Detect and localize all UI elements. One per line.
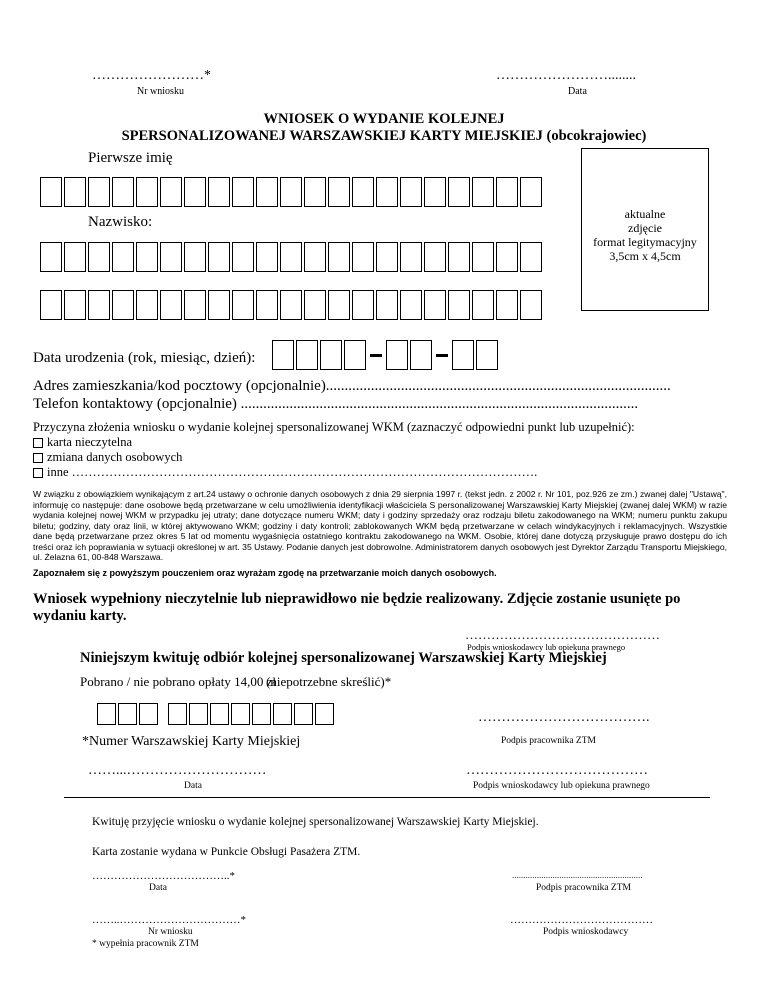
applicant-signature-line[interactable]: ……………………………………… — [465, 627, 660, 642]
date-char-box[interactable] — [386, 340, 408, 370]
char-box[interactable] — [304, 290, 326, 320]
consent-statement: Zapoznałem się z powyższym pouczeniem oraz wyrażam zgodę na przetwarzanie moich danych osobowych. — [33, 568, 497, 578]
char-box[interactable] — [64, 242, 86, 272]
char-box[interactable] — [424, 242, 446, 272]
card-char-box[interactable] — [231, 703, 250, 725]
checkbox-icon[interactable] — [33, 468, 43, 478]
char-box[interactable] — [376, 290, 398, 320]
char-box[interactable] — [448, 242, 470, 272]
char-box[interactable] — [400, 177, 422, 207]
card-char-box[interactable] — [210, 703, 229, 725]
title-line-1: WNIOSEK O WYDANIE KOLEJNEJ — [263, 111, 505, 127]
char-box[interactable] — [280, 177, 302, 207]
acceptance-date-line[interactable]: ………………………………..* — [92, 870, 235, 882]
acceptance-applicant-signature-label: Podpis wnioskodawcy — [543, 927, 629, 937]
ztm-signature-label: Podpis pracownika ZTM — [501, 736, 596, 746]
issue-text: Karta zostanie wydana w Punkcie Obsługi Pasażera ZTM. — [92, 846, 361, 858]
card-char-box[interactable] — [97, 703, 116, 725]
char-box[interactable] — [112, 177, 134, 207]
char-box[interactable] — [472, 177, 494, 207]
char-box[interactable] — [160, 177, 182, 207]
char-box[interactable] — [520, 177, 542, 207]
char-box[interactable] — [304, 242, 326, 272]
char-box[interactable] — [328, 290, 350, 320]
char-box[interactable] — [424, 290, 446, 320]
checkbox-icon[interactable] — [33, 438, 43, 448]
photo-text-1: aktualne — [624, 206, 666, 221]
char-box[interactable] — [208, 242, 230, 272]
char-box[interactable] — [376, 242, 398, 272]
card-char-box[interactable] — [139, 703, 158, 725]
char-box[interactable] — [400, 290, 422, 320]
char-box[interactable] — [160, 290, 182, 320]
char-box[interactable] — [304, 177, 326, 207]
first-name-label: Pierwsze imię — [88, 150, 173, 166]
address-field[interactable]: Adres zamieszkania/kod pocztowy (opcjonalnie)............................................................................................ — [33, 378, 671, 394]
card-char-box[interactable] — [168, 703, 187, 725]
char-box[interactable] — [64, 290, 86, 320]
char-box[interactable] — [256, 242, 278, 272]
photo-box — [581, 148, 709, 311]
title-line-2: SPERSONALIZOWANEJ WARSZAWSKIEJ KARTY MIEJSKIEJ (obcokrajowiec) — [121, 128, 647, 144]
char-box[interactable] — [328, 242, 350, 272]
receipt-date-line[interactable]: ……...………………………… — [88, 763, 267, 778]
photo-text-3: format legitymacyjny — [593, 234, 697, 249]
fee-note: (niepotrzebne skreślić)* — [266, 674, 392, 689]
application-number-label: Nr wniosku — [137, 86, 184, 97]
dash-separator — [370, 354, 382, 357]
char-box[interactable] — [160, 242, 182, 272]
card-group-gap — [160, 703, 166, 725]
char-box[interactable] — [112, 290, 134, 320]
char-box[interactable] — [472, 242, 494, 272]
applicant-signature-label: Podpis wnioskodawcy lub opiekuna prawnego — [467, 642, 626, 652]
card-char-box[interactable] — [315, 703, 334, 725]
char-box[interactable] — [184, 177, 206, 207]
form-title — [0, 111, 768, 145]
receipt-applicant-signature-line[interactable]: ………………………………… — [466, 763, 648, 778]
char-box[interactable] — [40, 290, 62, 320]
card-char-box[interactable] — [252, 703, 271, 725]
char-box[interactable] — [40, 242, 62, 272]
char-box[interactable] — [496, 177, 518, 207]
card-char-box[interactable] — [118, 703, 137, 725]
date-char-box[interactable] — [296, 340, 318, 370]
char-box[interactable] — [448, 290, 470, 320]
reason-option-data-change[interactable]: zmiana danych osobowych — [33, 450, 635, 465]
date-char-box[interactable] — [452, 340, 474, 370]
card-number-boxes[interactable] — [97, 703, 334, 725]
acceptance-applicant-signature-line[interactable]: ………………………………… — [510, 914, 653, 926]
receipt-applicant-signature-label: Podpis wnioskodawcy lub opiekuna prawnego — [473, 781, 650, 791]
date-char-box[interactable] — [320, 340, 342, 370]
char-box[interactable] — [376, 177, 398, 207]
char-box[interactable] — [280, 242, 302, 272]
char-box[interactable] — [256, 290, 278, 320]
char-box[interactable] — [64, 177, 86, 207]
char-box[interactable] — [208, 177, 230, 207]
fee-text: Pobrano / nie pobrano opłaty 14,00 zł — [80, 674, 277, 689]
char-box[interactable] — [400, 242, 422, 272]
footnote: * wypełnia pracownik ZTM — [92, 939, 199, 949]
char-box[interactable] — [232, 177, 254, 207]
photo-text-4: 3,5cm x 4,5cm — [609, 248, 681, 263]
acceptance-number-label: Nr wniosku — [148, 927, 193, 937]
card-char-box[interactable] — [189, 703, 208, 725]
reason-option-illegible[interactable]: karta nieczytelna — [33, 435, 635, 450]
first-name-boxes[interactable] — [40, 177, 542, 207]
char-box[interactable] — [520, 242, 542, 272]
char-box[interactable] — [136, 177, 158, 207]
char-box[interactable] — [88, 242, 110, 272]
date-char-box[interactable] — [410, 340, 432, 370]
acceptance-text: Kwituję przyjęcie wniosku o wydanie kolejnej spersonalizowanej Warszawskiej Karty Miejskiej. — [92, 816, 539, 828]
card-char-box[interactable] — [294, 703, 313, 725]
date-char-box[interactable] — [476, 340, 498, 370]
char-box[interactable] — [352, 177, 374, 207]
char-box[interactable] — [472, 290, 494, 320]
char-box[interactable] — [232, 290, 254, 320]
char-box[interactable] — [40, 177, 62, 207]
date-line[interactable]: ……………………........ — [496, 68, 636, 83]
surname-boxes-row-1[interactable] — [40, 242, 542, 272]
privacy-notice: W związku z obowiązkiem wynikającym z art.24 ustawy o ochronie danych osobowych z dnia 29 sierpnia 1997 r. (tekst jedn. z 2002 r. Nr 101, poz.926 ze zm.) zwanej dalej "Ustawą", informuję co następuje: dane osobowe będą przetwarzane w celu umożliwienia identyfikacji właściciela S personalizowanej Warszawskiej Karty Miejskiej (zwanej dalej WKM) w razie wydania kolejnej nowej WKM w przypadku jej utraty; dane dotyczące numeru WKM; daty i godziny sprzedaży oraz rodzaju biletu zakodowanego na WKM; numeru punktu zakupu biletu; godziny, daty oraz linii, w której aktywowano WKM; godziny i daty kontroli; zablokowanych WKM będą przetwarzane w celach windykacyjnych i reklamacyjnych. Wszystkie dane będą przetwarzane przez okres 5 lat od momentu wygaśnięcia ostatniego kontraktu zakodowanego na WKM. Osobie, której dane dotyczą przysługuje prawo dostępu do ich treści oraz ich poprawiania w sytuacji określonej w art. 35 Ustawy. Podanie danych jest dobrowolne. Administratorem danych osobowych jest Dyrektor Zarządu Transportu Miejskiego, ul. Żelazna 61, 00-848 Warszawa. — [33, 489, 727, 562]
char-box[interactable] — [496, 290, 518, 320]
char-box[interactable] — [520, 290, 542, 320]
card-char-box[interactable] — [273, 703, 292, 725]
warning-text: Wniosek wypełniony nieczytelnie lub nieprawidłowo nie będzie realizowany. Zdjęcie zostanie usunięte po wydaniu karty. — [33, 591, 681, 624]
surname-label: Nazwisko: — [88, 214, 153, 230]
photo-text-2: zdjęcie — [628, 220, 662, 235]
char-box[interactable] — [136, 242, 158, 272]
acceptance-ztm-signature-line[interactable]: .......................................................... — [512, 870, 643, 880]
acceptance-date-label: Data — [149, 883, 167, 893]
receipt-title: Niniejszym kwituję odbiór kolejnej spersonalizowanej Warszawskiej Karty Miejskiej — [80, 650, 607, 666]
char-box[interactable] — [328, 177, 350, 207]
surname-boxes-row-2[interactable] — [40, 290, 542, 320]
char-box[interactable] — [256, 177, 278, 207]
char-box[interactable] — [352, 242, 374, 272]
char-box[interactable] — [88, 177, 110, 207]
char-box[interactable] — [352, 290, 374, 320]
reason-option-other[interactable]: inne …………………………………………………………………………………………………. — [33, 465, 635, 480]
char-box[interactable] — [208, 290, 230, 320]
char-box[interactable] — [448, 177, 470, 207]
phone-field[interactable]: Telefon kontaktowy (opcjonalnie) .......................................................................................................... — [33, 396, 639, 412]
char-box[interactable] — [112, 242, 134, 272]
char-box[interactable] — [280, 290, 302, 320]
ztm-signature-line[interactable]: ………………………………. — [478, 710, 650, 725]
char-box[interactable] — [232, 242, 254, 272]
char-box[interactable] — [424, 177, 446, 207]
date-char-box[interactable] — [344, 340, 366, 370]
reason-section — [33, 420, 635, 480]
checkbox-icon[interactable] — [33, 453, 43, 463]
divider — [64, 797, 710, 798]
dash-separator — [436, 354, 448, 357]
birth-date-label: Data urodzenia (rok, miesiąc, dzień): — [33, 350, 256, 366]
reason-intro: Przyczyna złożenia wniosku o wydanie kolejnej spersonalizowanej WKM (zaznaczyć odpowiedni punkt lub uzupełnić): — [33, 420, 635, 434]
card-number-label-text: *Numer Warszawskiej Karty Miejskiej — [82, 734, 301, 749]
char-box[interactable] — [136, 290, 158, 320]
char-box[interactable] — [184, 242, 206, 272]
acceptance-ztm-signature-label: Podpis pracownika ZTM — [536, 883, 631, 893]
char-box[interactable] — [184, 290, 206, 320]
acceptance-number-line[interactable]: ……..……………………………* — [92, 914, 246, 926]
date-char-box[interactable] — [272, 340, 294, 370]
birth-date-boxes[interactable] — [272, 340, 498, 370]
date-label: Data — [568, 86, 587, 97]
application-number-line[interactable]: ……………………* — [92, 68, 211, 83]
receipt-date-label: Data — [184, 781, 202, 791]
card-number-label — [82, 734, 300, 750]
char-box[interactable] — [88, 290, 110, 320]
char-box[interactable] — [496, 242, 518, 272]
